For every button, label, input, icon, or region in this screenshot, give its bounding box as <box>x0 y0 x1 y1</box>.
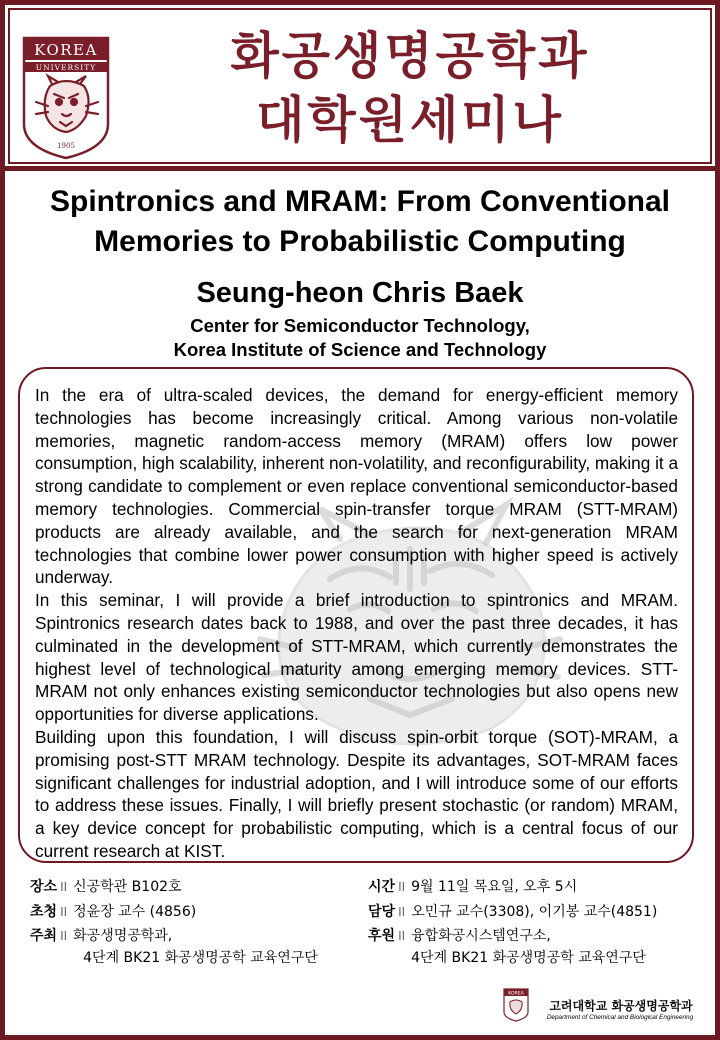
info-charge-row <box>368 901 708 923</box>
seminar-title-line1: Spintronics and MRAM: From Conventional <box>50 185 670 218</box>
sponsor-value <box>411 925 708 969</box>
header-box <box>8 8 712 164</box>
department-title <box>110 24 710 152</box>
invite-separator: II <box>60 904 68 919</box>
abstract-paragraph-1: In the era of ultra-scaled devices, the demand for energy-efficient memory technologies has become increasingly critical. Among various non-volatile memories, magnetic random-access memory (MRAM) offers low power consumption, high scalability, inherent non-volatility, and reconfigurability, making it a strong candidate to complement or even replace conventional semiconductor-based memory technologies. Commercial spin-transfer torque MRAM (STT-MRAM) products are already available, and the search for next-generation MRAM technologies that combine lower power consumption with higher speed is actively underway. <box>35 385 678 588</box>
host-value <box>73 925 360 969</box>
department-title-line2: 대학원세미나 <box>256 91 564 149</box>
affiliation-line1: Center for Semiconductor Technology, <box>190 315 530 336</box>
footer-department-name: 고려대학교 화공생명공학과 <box>549 999 693 1013</box>
info-sponsor-row <box>368 925 708 969</box>
speaker-name: Seung-heon Chris Baek <box>196 277 524 309</box>
korea-university-emblem <box>22 36 110 160</box>
invite-label: 초청 <box>30 903 58 920</box>
emblem-korea-text: KOREA <box>34 41 98 59</box>
place-label: 장소 <box>30 879 58 895</box>
info-invite-row <box>30 901 360 923</box>
info-time-row <box>368 876 708 898</box>
host-label: 주최 <box>30 928 58 944</box>
emblem-year-text: 1905 <box>57 142 75 150</box>
sponsor-value-line2: 4단계 BK21 화공생명공학 교육연구단 <box>411 950 646 966</box>
abstract-box <box>18 367 694 863</box>
sponsor-label: 후원 <box>368 928 396 944</box>
charge-separator: II <box>398 904 406 919</box>
info-column-left <box>30 876 360 972</box>
footer-emblem-text: KOREA <box>508 991 524 997</box>
sponsor-value-line1: 융합화공시스템연구소, <box>411 928 551 944</box>
affiliation-line2: Korea Institute of Science and Technology <box>173 339 547 360</box>
sponsor-separator: II <box>398 929 406 943</box>
info-host-row <box>30 925 360 969</box>
emblem-university-text: UNIVERSITY <box>35 63 97 72</box>
abstract-paragraph-2: In this seminar, I will provide a brief introduction to spintronics and MRAM. Spintronics research dates back to 1988, and over the past three decades, it has culminated in the development of STT-MRAM, which currently demonstrates the highest level of technological maturity among emerging memory devices. STT-MRAM not only enhances existing semiconductor technologies but also opens new opportunities for diverse applications. <box>35 590 678 725</box>
host-value-line1: 화공생명공학과, <box>73 928 173 944</box>
time-separator: II <box>398 880 406 894</box>
place-value: 신공학관 B102호 <box>73 879 182 895</box>
charge-value: 오민규 교수(3308), 이기봉 교수(4851) <box>411 903 658 920</box>
department-title-line1: 화공생명공학과 <box>230 27 590 85</box>
invite-value: 정윤장 교수 (4856) <box>73 903 197 920</box>
abstract-paragraph-3: Building upon this foundation, I will discuss spin-orbit torque (SOT)-MRAM, a promising post-STT MRAM technology. Despite its advantages, SOT-MRAM faces significant challenges for industrial adoption, and I will introduce some of our efforts to address these issues. Finally, I will briefly present stochastic (or random) MRAM, a key device concept for probabilistic computing, which is a central focus of our current research at KIST. <box>35 726 678 861</box>
header-divider <box>5 166 715 171</box>
info-column-right <box>368 876 708 972</box>
footer-emblem-icon <box>503 988 529 1022</box>
place-separator: II <box>60 880 68 894</box>
time-label: 시간 <box>368 879 396 895</box>
host-value-line2: 4단계 BK21 화공생명공학 교육연구단 <box>83 950 318 966</box>
charge-label: 담당 <box>368 903 396 920</box>
host-separator: II <box>60 929 68 943</box>
speaker-affiliation <box>10 314 710 362</box>
seminar-title <box>10 182 710 262</box>
info-place-row <box>30 876 360 898</box>
footer-department-english: Department of Chemical and Biological Engineering <box>546 1014 694 1021</box>
time-value: 9월 11일 목요일, 오후 5시 <box>411 879 578 895</box>
seminar-title-line2: Memories to Probabilistic Computing <box>94 225 626 258</box>
